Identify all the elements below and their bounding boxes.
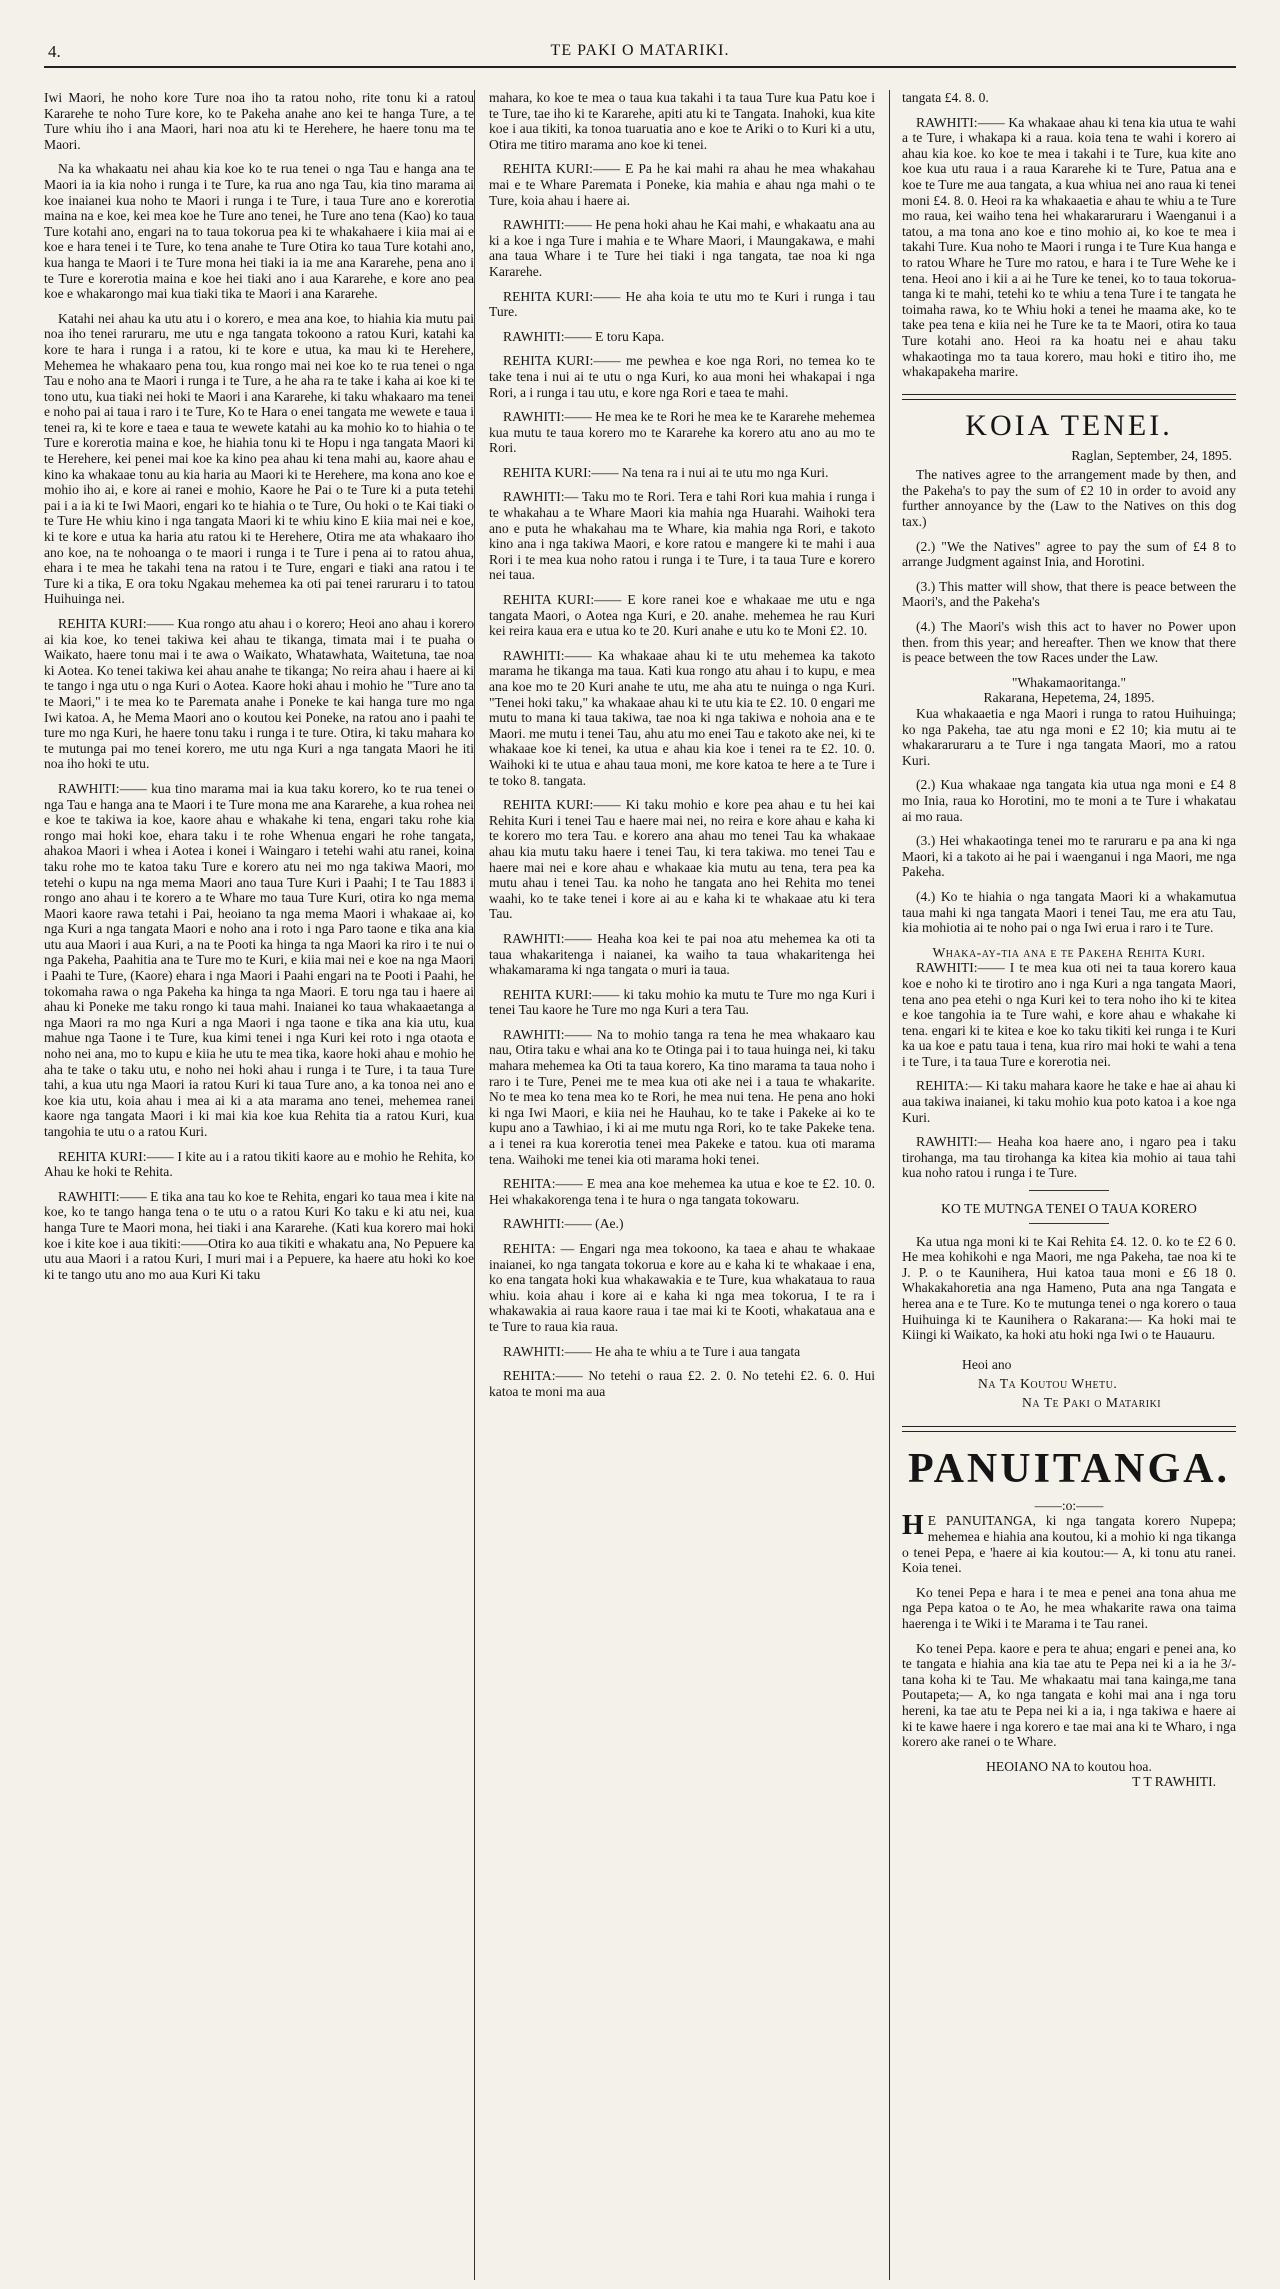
dialogue-rawhiti: RAWHITI:— Taku mo te Rori. Tera e tahi Rori kua mahia i runga i te whakahau a te Whare Maori kia mahia nga Huarahi. Waihoki tera ano e puta he whakahau ma te Whare, kia mahia nga Rori, e takoto kino ana i nga takiwa Maori, e kore ratou e mangere ki te mahi i aua Rori i te mea kua noho ratou i runga i te Ture, i ta taua Ture e korero nei taua.	[489, 489, 875, 583]
paragraph: Ko tenei Pepa e hara i te mea e penei ana tona ahua me nga Pepa katoa o te Ao, he mea whakarite rawa ona taima haerenga i te Wiki i te Marama i te Tau ranei.	[902, 1584, 1236, 1631]
section-title-koia-tenei: KOIA TENEI.	[965, 408, 1173, 442]
dialogue-rehita: REHITA:—— No tetehi o raua £2. 2. 0. No tetehi £2. 6. 0. Hui katoa te moni ma aua	[489, 1368, 875, 1399]
maori-clause: (4.) Ko te hiahia o nga tangata Maori ki a whakamutua taua mahi ki nga tangata Maori i tenei Tau, me era atu Tau, kia mohiotia ai te noho pai o nga Iwi erua i raro i te Ture.	[902, 888, 1236, 936]
dialogue-rawhiti: RAWHITI:—— Ka whakaae ahau ki te utu mehemea ka takoto marama he tikanga ma taua. Kati kua rongo atu ahau i to kupu, e mea ana koe mo te 20 Kuri anahe te utu, me aha atu te nuinga o nga Kuri. "Tenei hoki taku," ka whakaae ahau ki te utu kia te £2. 10. 0 engari me mutu to mana ki taua takiwa, tae noa ki nga takiwa e nohoia ana e te Maori. me mutu i tenei Tau, ahu atu mo enei Tau e takoto ake nei, ki te whakaae koe ki tenei, ka utua e ahau kia koe i tenei ra te £2. 10. 0. Waihoki ki te utua e ahau taua moni, me kore katoa te here a te Ture i te toko 8. tangata.	[489, 647, 875, 788]
translation-heading: "Whakamaoritanga."	[1011, 674, 1127, 690]
dialogue-rehita-kuri: REHITA KURI:—— Kua rongo atu ahau i o korero; Heoi ano ahau i korero ai kia koe, ko tenei takiwa kei ahau te tikanga, timata mai i te puaha o Waikato, haere tonu mai i te awa o Waikato, Whatawhata, Waitetuna, tae noa ki Aotea. Ko tenei takiwa kei ahau anahe te tikanga; No reira ahau i haere ai ki te tango i nga utu o nga Kuri o Aotea. Kaore hoki ahau i mohio he "Ture ano ta te Maori," i te mea ko te Paremata anahe i Poneke te kai hanga ture mo nga Iwi katoa. A, he Mema Maori ano o koutou kei Poneke, na ratou ano i paahi te ture mo nga Kuri, he haere tonu taku i runga i te ture. Otira, ki taku mahara ko te mutunga pai mo tenei korero, me utu nga Kuri a nga tangata Maori he iti noa iho hoki te utu.	[44, 616, 474, 772]
paragraph	[902, 1510, 1236, 1576]
dialogue-rawhiti: RAWHITI:— Heaha koa haere ano, i ngaro pea i taku tirohanga, ma tau tirohanga ka kitea kia mohio ai taua tahi kua noho ratou i runga i te Ture.	[902, 1134, 1236, 1181]
column-1	[44, 90, 474, 2280]
section-title-panuitanga: PANUITANGA.	[908, 1445, 1230, 1492]
dialogue-rehita-kuri: REHITA KURI:—— me pewhea e koe nga Rori, no temea ko te take tena i nui ai te utu o nga Kuri, ko aua moni hei whakapai i nga Rori, a i runga i tau utu, e kore nga Rori e taea te mahi.	[489, 353, 875, 400]
paragraph: Ko tenei Pepa. kaore e pera te ahua; engari e penei ana, ko te tangata e hiahia ana kia tae atu te Pepa nei ki a ia he 3/- tana koha ki te Tau. Me whakaatu mai tana kainga,me tana Poutapeta;— A, ko nga tangata e kohi mai ana i nga toru hereni, ka tae atu te Pepa nei ki a ia, i nga takiwa e haere ai ki te kawe haere i nga korero e tae mai ana ki te Wharo, i nga korero ake ranei o te Whare.	[902, 1640, 1236, 1750]
signature: T T RAWHITI.	[1132, 1774, 1216, 1790]
dialogue-rehita-kuri: REHITA KURI:—— Ki taku mohio e kore pea ahau e tu hei kai Rehita Kuri i tenei Tau e haere mai nei, no reira e kore ahau e kaha ki te korero mo tera Tau. e korero ana ahau mo tenei Tau ka whakaae ahau kia mutu taku haere i tenei Tau, ki tera takiwa. mo tenei Tau e haere mai nei e kore ahau e whakaae kia mutu au tena, tera pea ka mutu ahau i tenei Tau. ka noho he tangata ano hei Rehita mo tenei waahi, ko te take tenei i kore ai au e kaha ki te whakaae atu ki tera Tau.	[489, 797, 875, 922]
english-clause: The natives agree to the arrangement made by then, and the Pakeha's to pay the sum of £2 10 in order to avoid any further annoyance by the (Law to the Natives on this dog tax.)	[902, 467, 1236, 530]
dialogue-rehita-kuri: REHITA KURI:—— ki taku mohio ka mutu te Ture mo nga Kuri i tenei Tau kaore he Ture mo nga Kuri a tera Tau.	[489, 986, 875, 1018]
page-header	[44, 40, 1236, 68]
ornament-divider: ——:o:——	[1034, 1497, 1104, 1513]
dialogue-rehita-kuri: REHITA KURI:—— He aha koia te utu mo te Kuri i runga i tau Ture.	[489, 288, 875, 320]
dialogue-rehita: REHITA:— Ki taku mahara kaore he take e hae ai ahau ki aua takiwa inaianei, ki taku mohio kua poto katoa i a koe nga Kuri.	[902, 1078, 1236, 1125]
dialogue-rawhiti: RAWHITI:—— E tika ana tau ko koe te Rehita, engari ko taua mea i kite na koe, ko te tango hanga tena o te utu o a ratou Kuri Ko taku e ki atu nei, kua hanga Ture te Maori mona, hei tiaki i ana Kararehe. (Kati kua korero mai hoki koe i kite koe i aua tikiti:——Otira ko aua tikiti e whakatu ana, No Pepuere ka utu aua Maori i a ratou Kuri, I muri mai i a Pepuere, ka haere atu hoki ko koe ki te tango utu ano mo aua Kuri Ki taku	[44, 1188, 474, 1282]
paragraph: Iwi Maori, he noho kore Ture noa iho ta ratou noho, rite tonu ki a ratou Kararehe te noho Ture kore, ko te Pakeha anahe ano kei te hanga Ture, a te Ture whiu iho i ana Maori, hari noa atu ki te Herehere, he haere tonu ma te Maori.	[44, 90, 474, 152]
paragraph-text: E PANUITANGA, ki nga tangata korero Nupepa; mehemea e hiahia ana koutou, ki a mohio ki nga tikanga o tenei Pepa, e 'haere ai kia koutou:— A, ki tonu atu ranei. Koia tenei.	[902, 1513, 1236, 1576]
dialogue-rehita-kuri: REHITA KURI:—— I kite au i a ratou tikiti kaore au e mohio he Rehita, ko Ahau ke hoki te Rehita.	[44, 1148, 474, 1180]
signoff-line: Heoi ano	[962, 1356, 1012, 1372]
drop-cap: H	[902, 1510, 924, 1542]
dialogue-rawhiti: RAWHITI:—— I te mea kua oti nei ta taua korero kaua koe e noho ki te tirotiro ano i nga Kuri a nga tangata Maori, tena ano pea etehi o nga Kuri kei to tera noho iho ki te kitea e koe tangohia ia te Ture wahi, e kore ahau e whakahe ki tena. engari ki te kitea e koe ko taku tikiti kei runga i te Kuri ka ua koe e patu taua i tena, kua riro mai hoki te wahi a tena i te Ture, i ta taua Ture e korerotia nei.	[902, 960, 1236, 1069]
dialogue-rawhiti: RAWHITI:—— He aha te whiu a te Ture i aua tangata	[503, 1343, 801, 1359]
dialogue-rehita-kuri: REHITA KURI:—— E Pa he kai mahi ra ahau he mea whakahau mai e te Whare Paremata i Poneke, kia mahia e ahau nga mahi o te Ture, koia ahau i haere ai.	[489, 161, 875, 208]
english-clause: (3.) This matter will show, that there is peace between the Maori's, and the Pakeha's	[902, 578, 1236, 610]
dialogue-rawhiti: RAWHITI:—— kua tino marama mai ia kua taku korero, ko te rua tenei o nga Tau e hanga ana te Maori i te Ture mona me ana Kararehe, a kua rohea nei e koe te takiwa ia koe, kaore ahau e whakahe ki tena, engari taku rohe kia rongo mai hoki koe, ehara taku i te rohe Whenua engari he rohe tangata, ahakoa Maori i whea i Aotea i konei i Waingaro i tetehi wahi atu ranei, koina taku rohe mo te katoa taku Ture e korero atu nei mo nga takiwa Maori, mo tetehi o kupu na nga mema Maori ano taua Ture Kuri i Paahi; I te Tau 1883 i rongo ano ahau i te korero a te Whare mo taua Ture Kuri, otira ko nga mema Maori kaore rawa tetahi i Pai, heoiano ta nga mema Maori i whakaae ai, ko nga Kuri a nga tangata Maori e noho ana i roto i nga Paro taone e tika ana kia utu aua Maori i aua Kuri, a na te Pooti ka hinga ta nga Maori ka riro i te nui o nga Pakeha, Paahitia ana te Ture mo te Kuri, e kiia mai nei e koe na nga Maori i Paahi te Ture, (Kaore) ehara i nga Maori i Paahi engari na te Pooti i Paahi, he tokomaha rawa o nga Pakeha ka hinga ta nga Maori. E toru nga tau i haere ai ahau ki Poneke me taku rongo ki taua mahi. Inaianei ko taua whakaaetanga a nga Maori ra mo nga Kuri a nga Maori i nga taone e tika ana kia utu, kua mahue nga Taone i te Ture, kua kimi tenei i nga Kuri kei roto i nga otaota e noho nei ana, mo to kupu e kiia he utu te mea tika, kaore hoki ahau e mohio he aha te take o taku utu, e noho nei hoki ahau i runga i te Ture, i ta taua Ture tahi, a kua utu nga Maori ia ratou Kuri ki taua Ture ano, a ka tonoa nei ano e koe kia utu, koia ahau i mea ai ki a ata marama ano tenei, mehemea ranei kaore nga tangata Maori i ki mai kia koe kua Rehita tia a ratou Kuri, kua tangohia te utu o a ratou Kuri.	[44, 780, 474, 1139]
dialogue-rehita-kuri: REHITA KURI:—— Na tena ra i nui ai te utu mo nga Kuri.	[503, 464, 829, 480]
dateline: Raglan, September, 24, 1895.	[1071, 447, 1232, 463]
column-3	[890, 90, 1236, 2280]
paragraph: Ka utua nga moni ki te Kai Rehita £4. 12. 0. ko te £2 6 0. He mea kohikohi e nga Maori, me nga Pakeha, tae noa ki te J. P. o te Kaunihera, Hui katoa taua moni e £6 18 0. Whakakahoretia ana nga Hameno, Puta ana nga Tangata e herea ana e te Ture. Ko te mutunga tenei o nga korero o taua Huihuinga ki te Kaunihera o Rakarana:— Ka hoki mai te Kiingi ki Waikato, ka hoki atu hoki nga Iwi o te Hauauru.	[902, 1233, 1236, 1343]
dateline: Rakarana, Hepetema, 24, 1895.	[983, 690, 1155, 706]
section-divider	[902, 1426, 1236, 1432]
divider	[1029, 1190, 1109, 1191]
paragraph: Na ka whakaatu nei ahau kia koe ko te rua tenei o nga Tau e hanga ana te Maori ia ia kia noho i runga i te Ture, ka rua ano nga Tau, kia tino marama ai koe inaianei kua noho te Maori i runga i te Ture, i taua Ture ano e korerotia maina na e koe, kei mea koe he Ture ano tenei, he Ture ano tena (Kao) ko taua Ture kotahi ano, engari na to taua tokorua pea ki te whakahaere i kiia mai ai e koe e hara tenei i te Ture, ko tena anahe te Ture Otira ko taua Ture kotahi ano, kua hanga te Maori i te Ture mona hei tiaki ia ia me ana Kararehe, pena ano i te Ture e korerotia maina e koe hei tiaki ano i aua Kararehe, e kore ano pea koe e whakarongo mai kua tiaki tika te Maori i ana Kararehe.	[44, 161, 474, 302]
dialogue-rawhiti: RAWHITI:—— Ka whakaae ahau ki tena kia utua te wahi a te Ture, i whakapa ki a raua. koia tena te wahi i korero ai ahau kia koe. ko koe te mea i takahi i te Ture, kua kite ano koe kua utu raua i a raua Kararehe ki te Ture, Patua ana e koe te Ture me aua tangata, a kua whiua nei ano raua ki tenei moni £4. 8. 0. Heoi ra ka whakaaetia e ahau te whiu a te Ture mo raua, kei waiho tena hei whakararuraru i Waenganui i a tatou, a ma tona ano koe e tino mohio ai, ko koe te mea i takahi Ture. Kua noho te Maori i runga i te Ture Kua hanga e to ratou Whare he Ture mo ratou, e hara i te Ture Wehe ke i tena. Heoi ano i kii a ai he Ture ke tenei, ko to taua tokorua-tanga ki te mahi, tetehi ko te whiu a tena Ture i te tangata he toimaha rawa, ko te Whiu hoki a tenei he maama ake, ko te take pea tena e kiia nei he Ture ke ta te Maori, otira ko taua Ture kotahi ano. Heoi ra ka hoatu nei e ahau taku whakaotinga mo ta taua korero, mau hoki e titiro iho, me whakapakeha marire.	[902, 114, 1236, 380]
dialogue-rawhiti: RAWHITI:—— Heaha koa kei te pai noa atu mehemea ka oti ta taua whakaritenga i naianei, ka waiho ta taua whakaritenga hei whakamarama ki nga tangata o muri ia taua.	[489, 930, 875, 978]
section-divider	[902, 394, 1236, 400]
maori-clause: (3.) Hei whakaotinga tenei mo te raruraru e pa ana ki nga Maori, ki a takoto ai he pai i waenganui i nga Maori, me nga Pakeha.	[902, 833, 1236, 880]
dialogue-rawhiti: RAWHITI:—— E toru Kapa.	[503, 328, 665, 344]
signoff-line: Na Te Paki o Matariki	[1022, 1394, 1162, 1410]
signoff	[962, 1355, 1236, 1412]
paragraph: Katahi nei ahau ka utu atu i o korero, e mea ana koe, to hiahia kia mutu pai noa iho tenei raruraru, me utu e nga tangata tokoono a ratou Kuri, katahi ka kore te hara i runga i a ratou, ki te kore e utua, ka mau ki te Herehere, Mehemea he whakaaro pena tou, kua rongo mai nei koe ko te rua tenei o nga Tau e noho ana te Maori i runga i te Ture, a he aha ra te take i kaha ai koe ki te tono utu, kua tiaki nei hoki te Maori i ana Kararehe, ki taku whakaaro ma tenei e noho pai ai taua i raro i te Ture, Ko te Hara o enei tangata me wewete e taua i tenei ra, ki te kore e taea e taua te wewete katahi au ka mohio ko to hiahia o te Ture e korerotia maina e koe, he hiahia tonu ki te Hopu i nga tangata Maori ki te Herehere, kei penei mai koe ka kino pea ahau ki tena mahi au, kaore ahau e kino ka whakaae tonu au kia haria au Maori ki te Herehere, ma kona ano koe e mohio iho ai, e kore ai ranei e mohio, Kaore he Pai o te Ture ki a puta tetehi pai i a ia ki te Iwi Maori, engari ko te hiahia o te Ture, Ou hoki o te Kai tiaki o te Ture He whiu kino i nga tangata Maori ki te whiu kino E kiia mai nei e koe, ki te kore e utua ka haria atu ratou ki te Herehere, Otira me ata whakaaro iho ano koe, na te nohoanga o te maori i runga i te Ture i pena ai to ratou ahua, ehara i te mea he takahi tena na ratou i te Ture, engari e tiaki ana ratou i te Ture ki a tika, E ora toku Ngakau mehemea ka oti pai tenei raruraru i to tatou Huihuinga nei.	[44, 310, 474, 607]
english-clause: (4.) The Maori's wish this act to haver no Power upon then. from this year; and hereafter. Then we know that there is peace between the tow Races under the Law.	[902, 619, 1236, 666]
dialogue-rehita: REHITA:—— E mea ana koe mehemea ka utua e koe te £2. 10. 0. Hei whakakorenga tena i te hura o nga tangata tokowaru.	[489, 1176, 875, 1207]
divider	[1029, 1223, 1109, 1224]
english-clause: (2.) "We the Natives" agree to pay the sum of £4 8 to arrange Judgment against Inia, and Horotini.	[902, 538, 1236, 570]
dialogue-rehita-kuri: REHITA KURI:—— E kore ranei koe e whakaae me utu e nga tangata Maori, o Aotea nga Kuri, e 20. anahe. mehemea he rau Kuri kei reira kaua era e utua ko te 20. Kuri anahe e utu ko te Moni £2. 10.	[489, 592, 875, 639]
dialogue-rawhiti: RAWHITI:—— Na to mohio tanga ra tena he mea whakaaro kau nau, Otira taku e whai ana ko te Otinga pai i to taua huinga nei, ki taku mahara mehemea ka Oti ta taua korero, Ka tino marama ta taua noho i raro i te Ture, Penei me te mea kua oti ake nei i a taua te whakarite. No te mea ko tena mea ko te Rori, he mea nui tena. He pena ano hoki ki nga Iwi Maori, e kiia nei he Hauhau, ko te take i Pakeke ai ko te kupu ano a Tawhiao, i ki ai me mutu nga Rori, ko te take Pakeke tena. a i tenei ra kua korerotia tenei mea Pakeke e tatou. kua oti marama tena. Waihoki me tenei kia oti marama hoki tenei.	[489, 1026, 875, 1167]
column-2	[474, 90, 890, 2280]
signoff-line: Na Ta Koutou Whetu.	[978, 1375, 1118, 1391]
page-number: 4.	[48, 42, 61, 61]
closing-line: HEOIANO NA to koutou hoa.	[986, 1758, 1152, 1774]
subheading: KO TE MUTNGA TENEI O TAUA KORERO	[941, 1201, 1197, 1217]
paragraph: mahara, ko koe te mea o taua kua takahi i ta taua Ture kua Patu koe i te Ture, tae iho ki te Kararehe, apiti atu ki te Tangata. Inahoki, kua kite koe i aua tikiti, ka tonoa tuaruatia ano e koe te Ariki o to Kuri ki a utu, Otira me titiro marama ano koe ki tenei.	[489, 90, 875, 152]
maori-clause: Kua whakaaetia e nga Maori i runga to ratou Huihuinga; ko nga Pakeha, tae atu nga moni e £2 10; kia mutu ai te whakararuraru a te Ture i nga tangata Maori, mo a ratou Kuri.	[902, 706, 1236, 768]
dialogue-rawhiti: RAWHITI:—— (Ae.)	[503, 1216, 624, 1232]
dialogue-rawhiti: RAWHITI:—— He pena hoki ahau he Kai mahi, e whakaatu ana au ki a koe i nga Ture i mahia e te Whare Maori, i Maungakawa, e mahi ana taua Whare i te Ture hei tiaki i nga tangata, tae noa ki nga Kararehe.	[489, 217, 875, 279]
masthead-title: TE PAKI O MATARIKI.	[550, 42, 730, 59]
subheading: Whaka-ay-tia ana e te Pakeha Rehita Kuri.	[932, 944, 1206, 960]
paragraph: tangata £4. 8. 0.	[902, 90, 989, 105]
maori-clause: (2.) Kua whakaae nga tangata kia utua nga moni e £4 8 mo Inia, raua ko Horotini, mo te moni a te Ture i whakatau ai mo raua.	[902, 777, 1236, 824]
dialogue-rehita: REHITA: — Engari nga mea tokoono, ka taea e ahau te whakaae inaianei, ko nga tangata tokorua e kore au e kaha ki te whakaae i ena, ko ena tangata hoki kua whakawakia e te Ture, kua whakataua to raua whiu. koia ahau i kore ai e kaha ki nga mea tokorua, I te ra i whakawakia ai raua kaore raua i tae mai ki te Kooti, whakataua ana e te Ture to raua kia raua.	[489, 1241, 875, 1334]
dialogue-rawhiti: RAWHITI:—— He mea ke te Rori he mea ke te Kararehe mehemea kua mutu te taua korero mo te Kararehe ka korero atu ano au mo te Rori.	[489, 409, 875, 456]
